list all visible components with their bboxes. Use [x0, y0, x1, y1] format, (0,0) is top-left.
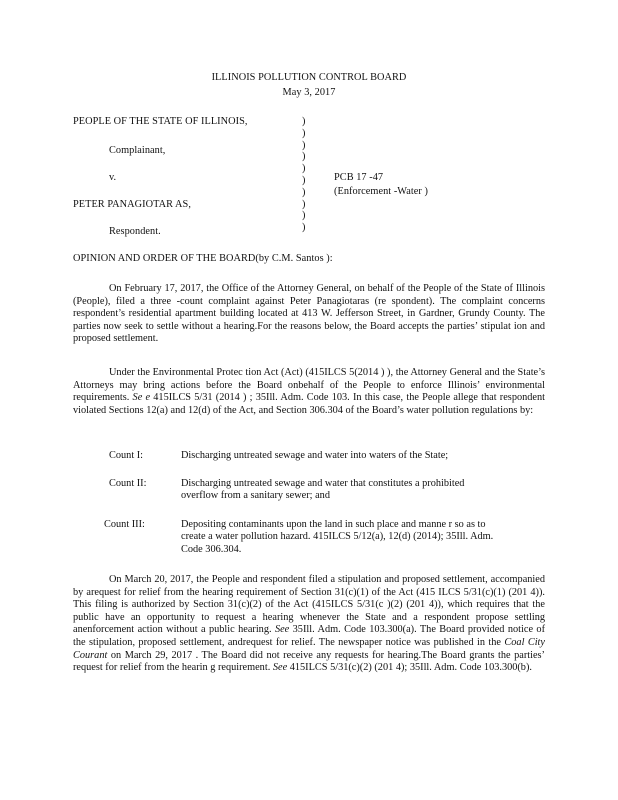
count-text: Discharging untreated sewage and water into waters of the State;: [181, 450, 449, 461]
paragraph-stipulation-text: 35Ill. Adm. Code 103.300(a). The Board provided notice of the stipulation, proposed settlement, andrequest for relief. The newspaper notice was published in the: [73, 624, 545, 648]
respondent-name: PETER PANAGIOTAR AS,: [73, 199, 191, 210]
paragraph-act: [73, 367, 545, 417]
paragraph-stipulation-text-end: 415ILCS 5/31(c)(2) (201 4); 35Ill. Adm. Code 103.300(b).: [287, 662, 532, 674]
opinion-heading: OPINION AND ORDER OF THE BOARD(by C.M. Santos ):: [73, 253, 333, 264]
paragraph-stipulation: [73, 574, 545, 675]
paragraph-stipulation-text: on March 29, 2017 . The Board did not receive any requests for hearing.The Board grants the parties’ request for relief from the hearin g requirement.: [73, 649, 545, 674]
paragraph-intro: On February 17, 2017, the Office of the Attorney General, on behalf of the People of the State of Illinois (People), filed a three -count complaint against Peter Panagiotaras (re spondent). The complaint concerns respondent’s residential apartment building located at 413 W. Jefferson Street, in Gardner, Grundy County. The parties now seek to settle without a hearing.For the reasons below, the Board accepts the parties’ stipulat ion and proposed settlement.: [73, 283, 545, 345]
plaintiff-name: PEOPLE OF THE STATE OF ILLINOIS,: [73, 116, 248, 127]
versus-label: v.: [109, 172, 117, 183]
caption-paren: ): [302, 127, 306, 139]
count-label: Count III:: [104, 519, 145, 530]
count-text: Discharging untreated sewage and water that constitutes a prohibited overflow from a sanitary sewer; and: [181, 478, 465, 502]
newspaper-name: Coal City Courant: [73, 636, 545, 661]
plaintiff-role: Complainant,: [109, 145, 166, 156]
see-signal: See: [272, 662, 288, 674]
see-signal: Se e: [132, 392, 151, 404]
board-title: ILLINOIS POLLUTION CONTROL BOARD: [211, 72, 407, 83]
caption-parentheses: [302, 116, 305, 234]
count-label: Count II:: [109, 478, 147, 489]
caption-paren: ): [302, 139, 306, 151]
caption-paren: ): [302, 174, 306, 186]
caption-paren: ): [302, 186, 306, 198]
caption-paren: ): [302, 198, 306, 210]
caption-paren: ): [302, 116, 306, 127]
count-text: Depositing contaminants upon the land in such place and manne r so as to create a water pollution hazard. 415ILCS 5/12(a), 12(d) (2014); 35Ill. Adm. Code 306.304.: [181, 519, 494, 555]
paragraph-act-text-end: 415ILCS 5/31 (2014 ) ; 35Ill. Adm. Code 103. In this case, the People allege that respondent violated Sections 12(a) and 12(d) of the Act, and Section 306.304 of the Board’s water pollution regulations by:: [73, 392, 545, 416]
count-label: Count I:: [109, 450, 144, 461]
see-signal: See: [274, 624, 290, 636]
respondent-role: Respondent.: [109, 226, 161, 237]
caption-paren: ): [302, 222, 306, 234]
paragraph-act-text: Under the Environmental Protec tion Act (Act) (415ILCS 5(2014 ) ), the Attorney General and the State’s Attorneys may bring actions before the Board onbehalf of the People to enforce Illinois’ environmental requirements.: [73, 367, 545, 404]
paragraph-stipulation-text: On March 20, 2017, the People and respondent filed a stipulation and proposed settlement, accompanied by arequest for relief from the hearing requirement of Section 31(c)(1) of the Act (415 ILCS 5/31(c)(1) (201 4)). This filing is authorized by Section 31(c)(2) of the Act (415ILCS 5/31(c )(2) (201 4)), which requires that the public have an opportunity to request a hearing whenever the State and a respondent propose settling anenforcement action without a public hearing.: [73, 574, 545, 636]
caption-paren: ): [302, 210, 306, 222]
opinion-date: May 3, 2017: [282, 87, 336, 98]
caption-paren: ): [302, 151, 306, 163]
case-type: (Enforcement -Water ): [334, 186, 428, 197]
case-number: PCB 17 -47: [334, 172, 384, 183]
caption-paren: ): [302, 163, 306, 175]
